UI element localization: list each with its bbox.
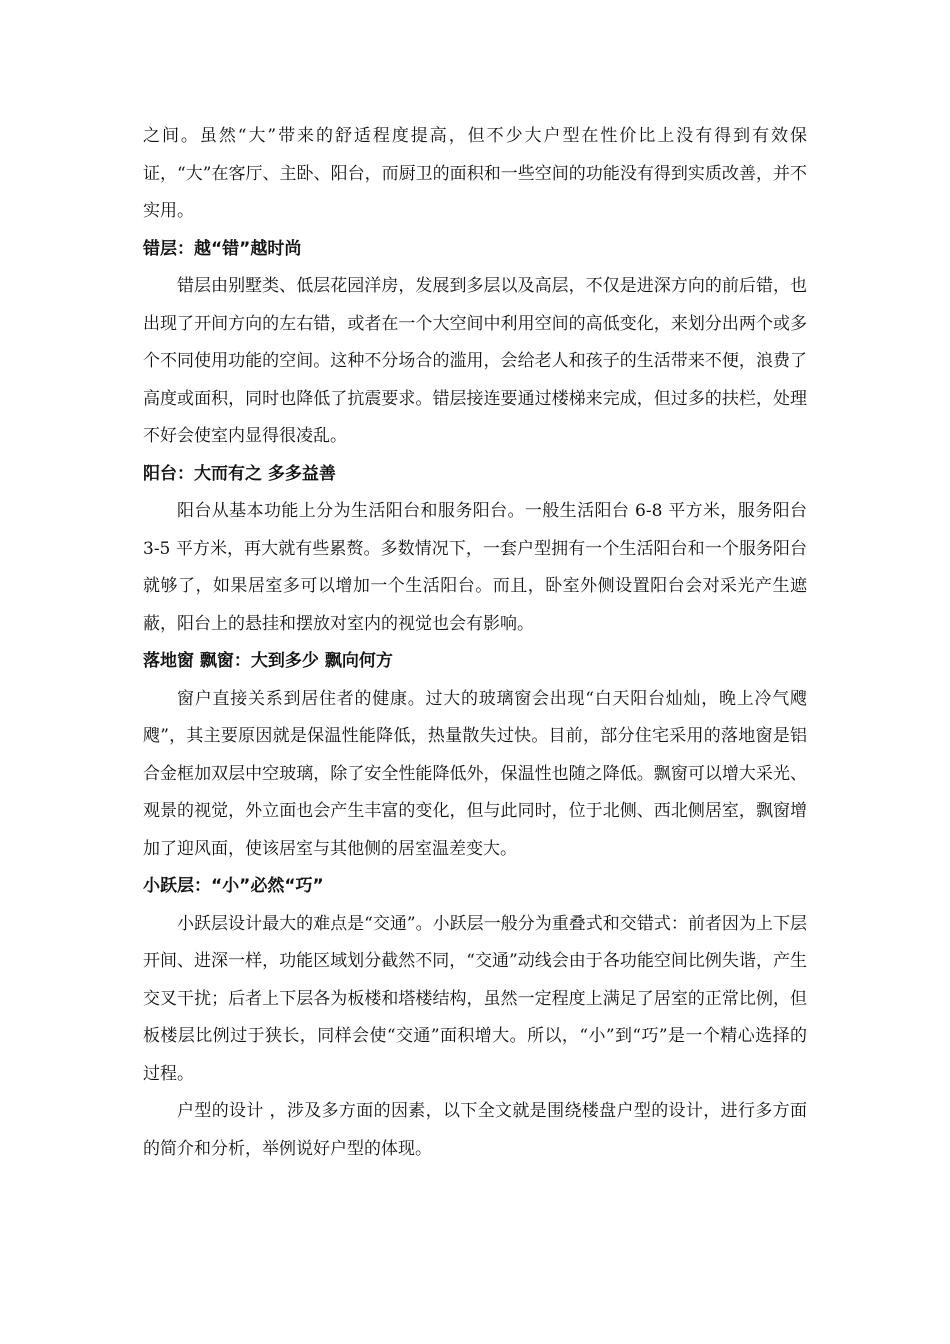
section-heading-balcony: 阳台：大而有之 多多益善 bbox=[143, 463, 336, 484]
document-page bbox=[143, 118, 807, 1168]
paragraph-balcony: 阳台从基本功能上分为生活阳台和服务阳台。一般生活阳台 6-8 平方米，服务阳台 3-5 平方米，再大就有些累赘。多数情况下，一套户型拥有一个生活阳台和一个服务阳台就够了，如果居室多可以增加一个生活阳台。而且，卧室外侧设置阳台会对采光产生遮蔽，阳台上的悬挂和摆放对室内的视觉也会有影响。 bbox=[143, 501, 807, 634]
paragraph-split-level: 错层由别墅类、低层花园洋房，发展到多层以及高层，不仅是进深方向的前后错，也出现了开间方向的左右错，或者在一个大空间中利用空间的高低变化，来划分出两个或多个不同使用功能的空间。这种不分场合的滥用，会给老人和孩子的生活带来不便，浪费了高度或面积，同时也降低了抗震要求。错层接连要通过楼梯来完成，但过多的扶栏，处理不好会使室内显得很凌乱。 bbox=[143, 276, 807, 446]
section-heading-small-duplex: 小跃层：“小”必然“巧” bbox=[143, 876, 324, 896]
paragraph-intro-continued: 之间。虽然“大”带来的舒适程度提高，但不少大户型在性价比上没有得到有效保证，“大”在客厅、主卧、阳台，而厨卫的面积和一些空间的功能没有得到实质改善，并不实用。 bbox=[143, 126, 807, 221]
section-heading-windows: 落地窗 飘窗：大到多少 飘向何方 bbox=[143, 651, 393, 671]
paragraph-windows: 窗户直接关系到居住者的健康。过大的玻璃窗会出现“白天阳台灿灿，晚上冷气飕飕”，其主要原因就是保温性能降低，热量散失过快。目前，部分住宅采用的落地窗是铝合金框加双层中空玻璃，除了安全性能降低外，保温性也随之降低。飘窗可以增大采光、观景的视觉，外立面也会产生丰富的变化，但与此同时，位于北侧、西北侧居室，飘窗增加了迎风面，使该居室与其他侧的居室温差变大。 bbox=[143, 688, 807, 859]
section-heading-split-level: 错层：越“错”越时尚 bbox=[143, 238, 302, 259]
paragraph-small-duplex: 小跃层设计最大的难点是“交通”。小跃层一般分为重叠式和交错式：前者因为上下层开间、进深一样，功能区域划分截然不同，“交通”动线会由于各功能空间比例失谐，产生交叉干扰；后者上下层各为板楼和塔楼结构，虽然一定程度上满足了居室的正常比例，但板楼层比例过于狭长，同样会使“交通”面积增大。所以，“小”到“巧”是一个精心选择的过程。 bbox=[143, 913, 807, 1084]
paragraph-summary: 户型的设计 ，涉及多方面的因素，以下全文就是围绕楼盘户型的设计，进行多方面的简介和分析，举例说好户型的体现。 bbox=[143, 1101, 807, 1159]
